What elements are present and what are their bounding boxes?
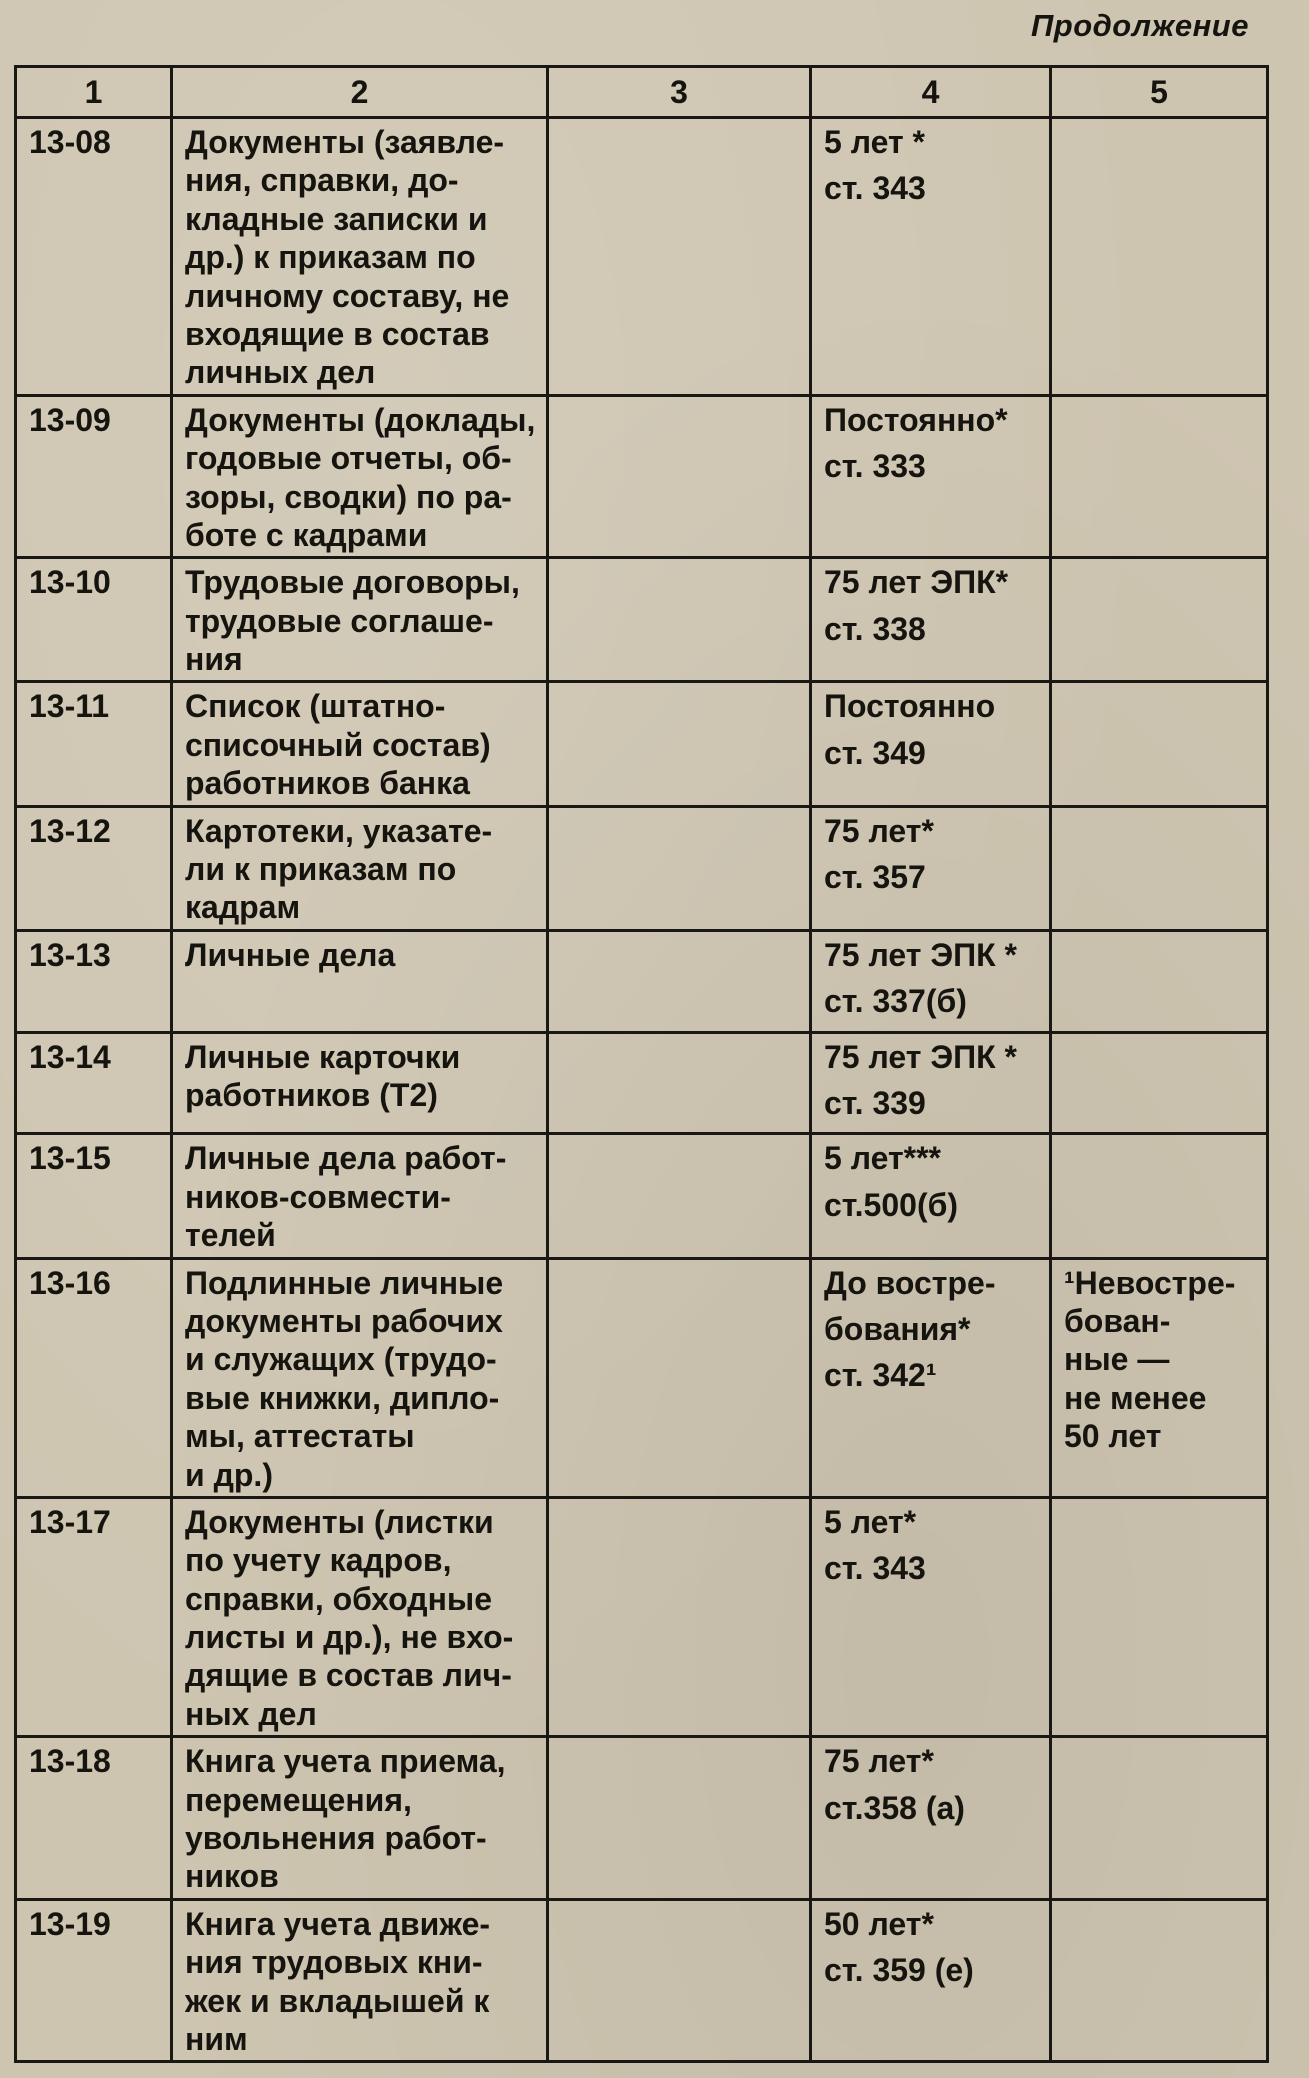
column-header-5: 5 — [1051, 67, 1268, 118]
table-row — [16, 1899, 1268, 2062]
document-title-line: Книга учета движе- — [185, 1905, 491, 1942]
row-index-cell — [16, 682, 172, 806]
row-index: 13-16 — [29, 1264, 111, 1301]
row-index-cell — [16, 930, 172, 1032]
document-title-cell — [172, 1899, 548, 2062]
column-header-3: 3 — [548, 67, 811, 118]
storage-period-line: До востре- — [824, 1264, 996, 1301]
table-row — [16, 118, 1268, 396]
storage-period-line: ст. 342¹ — [824, 1357, 937, 1394]
storage-period-cell — [811, 118, 1051, 396]
document-title-line: кадрам — [185, 889, 301, 926]
document-title-line: Подлинные личные — [185, 1264, 504, 1301]
empty-cell — [548, 395, 811, 558]
note-cell — [1051, 118, 1268, 396]
document-title-line: личному составу, не — [185, 277, 510, 314]
table-row — [16, 806, 1268, 930]
storage-period-line: 5 лет* — [824, 1503, 917, 1540]
document-title-line: мы, аттестаты — [185, 1418, 415, 1455]
storage-period-line: ст. 343 — [824, 1550, 926, 1587]
document-title-line: Документы (заявле- — [185, 124, 505, 160]
row-index-cell — [16, 1497, 172, 1736]
table-row — [16, 930, 1268, 1032]
table-row — [16, 1497, 1268, 1736]
document-title-line: справки, обходные — [185, 1580, 493, 1617]
document-title-line: ников-совмести- — [185, 1178, 451, 1215]
storage-period-line: ст.358 (а) — [824, 1789, 965, 1826]
document-title-line: ния, справки, до- — [185, 162, 459, 199]
note-cell — [1051, 1032, 1268, 1134]
storage-period-line: 5 лет * — [824, 124, 925, 160]
row-index: 13-18 — [29, 1743, 111, 1780]
document-title-cell — [172, 558, 548, 682]
document-title-cell — [172, 1737, 548, 1900]
document-title-line: Личные карточки — [185, 1038, 461, 1075]
document-title-line: по учету кадров, — [185, 1542, 452, 1579]
note-line: 50 лет — [1064, 1418, 1162, 1455]
note-cell — [1051, 1899, 1268, 2062]
document-title-line: годовые отчеты, об- — [185, 440, 512, 477]
empty-cell — [548, 1032, 811, 1134]
document-title-cell — [172, 1258, 548, 1497]
document-title-line: работников (Т2) — [185, 1076, 438, 1113]
storage-period-cell — [811, 1134, 1051, 1258]
document-title-line: входящие в состав — [185, 315, 490, 352]
document-title-cell — [172, 118, 548, 396]
row-index-cell — [16, 558, 172, 682]
document-title-line: зоры, сводки) по ра- — [185, 478, 512, 515]
note-line: ¹Невостре- — [1064, 1264, 1236, 1301]
document-title-line: телей — [185, 1217, 276, 1254]
note-cell — [1051, 806, 1268, 930]
storage-period-line: ст. 343 — [824, 170, 926, 207]
column-header-1: 1 — [16, 67, 172, 118]
storage-period-cell — [811, 1899, 1051, 2062]
row-index: 13-14 — [29, 1038, 111, 1075]
empty-cell — [548, 1737, 811, 1900]
storage-period-line: ст. 333 — [824, 448, 926, 485]
storage-period-line: 75 лет ЭПК * — [824, 936, 1017, 973]
empty-cell — [548, 558, 811, 682]
storage-period-line: ст. 337(б) — [824, 983, 967, 1020]
storage-period-line: ст.500(б) — [824, 1186, 959, 1223]
document-title-line: ния трудовых кни- — [185, 1944, 483, 1981]
row-index-cell — [16, 395, 172, 558]
table-row — [16, 395, 1268, 558]
row-index: 13-13 — [29, 936, 111, 973]
table-row — [16, 682, 1268, 806]
storage-period-line: ст. 349 — [824, 734, 926, 771]
continuation-label: Продолжение — [1030, 8, 1249, 43]
row-index: 13-15 — [29, 1140, 111, 1177]
row-index-cell — [16, 1258, 172, 1497]
storage-period-line: ст. 339 — [824, 1084, 926, 1121]
note-line: ные — — [1064, 1341, 1170, 1378]
storage-period-cell — [811, 806, 1051, 930]
document-title-line: работников банка — [185, 765, 470, 802]
empty-cell — [548, 806, 811, 930]
note-cell — [1051, 558, 1268, 682]
table-row — [16, 1032, 1268, 1134]
row-index-cell — [16, 1899, 172, 2062]
document-title-line: Личные дела — [185, 936, 396, 973]
empty-cell — [548, 1497, 811, 1736]
storage-period-cell — [811, 1737, 1051, 1900]
document-title-line: увольнения работ- — [185, 1820, 487, 1857]
document-title-line: Документы (доклады, — [185, 401, 536, 438]
note-cell — [1051, 1134, 1268, 1258]
header-row — [16, 67, 1268, 118]
storage-period-line: ст. 338 — [824, 610, 926, 647]
storage-period-cell — [811, 1258, 1051, 1497]
storage-period-cell — [811, 682, 1051, 806]
storage-period-line: 50 лет* — [824, 1905, 934, 1942]
document-title-line: Личные дела работ- — [185, 1140, 507, 1177]
empty-cell — [548, 1258, 811, 1497]
table-row — [16, 1258, 1268, 1497]
document-title-cell — [172, 1032, 548, 1134]
document-title-line: Трудовые договоры, — [185, 564, 520, 601]
column-header-4: 4 — [811, 67, 1051, 118]
document-title-line: ников — [185, 1858, 279, 1895]
storage-period-line: Постоянно* — [824, 401, 1008, 438]
row-index: 13-12 — [29, 812, 111, 849]
storage-period-line: бования* — [824, 1310, 971, 1347]
document-title-line: списочный состав) — [185, 726, 491, 763]
document-title-line: и др.) — [185, 1456, 273, 1493]
row-index: 13-08 — [29, 124, 111, 160]
table-row — [16, 1134, 1268, 1258]
row-index-cell — [16, 1737, 172, 1900]
row-index: 13-19 — [29, 1905, 111, 1942]
note-cell — [1051, 930, 1268, 1032]
row-index-cell — [16, 1032, 172, 1134]
storage-period-line: Постоянно — [824, 688, 996, 725]
document-title-line: жек и вкладышей к — [185, 1982, 490, 2019]
row-index: 13-10 — [29, 564, 111, 601]
document-title-line: документы рабочих — [185, 1302, 503, 1339]
document-title-line: др.) к приказам по — [185, 239, 476, 276]
storage-period-line: 75 лет* — [824, 1743, 934, 1780]
empty-cell — [548, 682, 811, 806]
empty-cell — [548, 1134, 811, 1258]
storage-period-cell — [811, 395, 1051, 558]
storage-period-line: ст. 357 — [824, 859, 926, 896]
storage-period-line: 75 лет* — [824, 812, 934, 849]
row-index-cell — [16, 806, 172, 930]
document-title-cell — [172, 806, 548, 930]
row-index: 13-17 — [29, 1503, 111, 1540]
records-table — [14, 65, 1269, 2063]
storage-period-cell — [811, 1497, 1051, 1736]
document-title-line: кладные записки и — [185, 200, 488, 237]
empty-cell — [548, 118, 811, 396]
storage-period-line: 75 лет ЭПК* — [824, 564, 1009, 601]
storage-period-cell — [811, 1032, 1051, 1134]
note-cell — [1051, 1258, 1268, 1497]
document-title-line: Список (штатно- — [185, 688, 446, 725]
document-title-line: Картотеки, указате- — [185, 812, 493, 849]
storage-period-cell — [811, 558, 1051, 682]
document-title-cell — [172, 682, 548, 806]
document-title-cell — [172, 1134, 548, 1258]
document-title-line: ли к приказам по — [185, 851, 457, 888]
table-row — [16, 558, 1268, 682]
note-cell — [1051, 1497, 1268, 1736]
row-index: 13-09 — [29, 401, 111, 438]
note-cell — [1051, 1737, 1268, 1900]
document-title-cell — [172, 395, 548, 558]
document-title-line: перемещения, — [185, 1781, 412, 1818]
note-cell — [1051, 682, 1268, 806]
storage-period-line: ст. 359 (е) — [824, 1952, 974, 1989]
row-index: 13-11 — [29, 688, 110, 725]
document-title-line: дящие в состав лич- — [185, 1657, 512, 1694]
document-title-line: и служащих (трудо- — [185, 1341, 497, 1378]
document-title-line: личных дел — [185, 354, 376, 391]
document-title-cell — [172, 1497, 548, 1736]
document-title-line: ния — [185, 641, 243, 678]
table-body — [16, 118, 1268, 2062]
document-title-line: ним — [185, 2020, 248, 2057]
row-index-cell — [16, 1134, 172, 1258]
document-title-line: листы и др.), не вхо- — [185, 1619, 514, 1656]
document-title-line: Книга учета приема, — [185, 1743, 506, 1780]
note-cell — [1051, 395, 1268, 558]
storage-period-cell — [811, 930, 1051, 1032]
document-title-line: вые книжки, дипло- — [185, 1379, 500, 1416]
document-title-line: трудовые соглаше- — [185, 602, 494, 639]
storage-period-line: 5 лет*** — [824, 1140, 941, 1177]
column-header-2: 2 — [172, 67, 548, 118]
row-index-cell — [16, 118, 172, 396]
document-title-cell — [172, 930, 548, 1032]
empty-cell — [548, 930, 811, 1032]
table-row — [16, 1737, 1268, 1900]
note-line: бован- — [1064, 1302, 1171, 1339]
document-title-line: Документы (листки — [185, 1503, 494, 1540]
document-title-line: ных дел — [185, 1695, 317, 1732]
document-title-line: боте с кадрами — [185, 516, 428, 553]
note-line: не менее — [1064, 1379, 1207, 1416]
empty-cell — [548, 1899, 811, 2062]
storage-period-line: 75 лет ЭПК * — [824, 1038, 1017, 1075]
